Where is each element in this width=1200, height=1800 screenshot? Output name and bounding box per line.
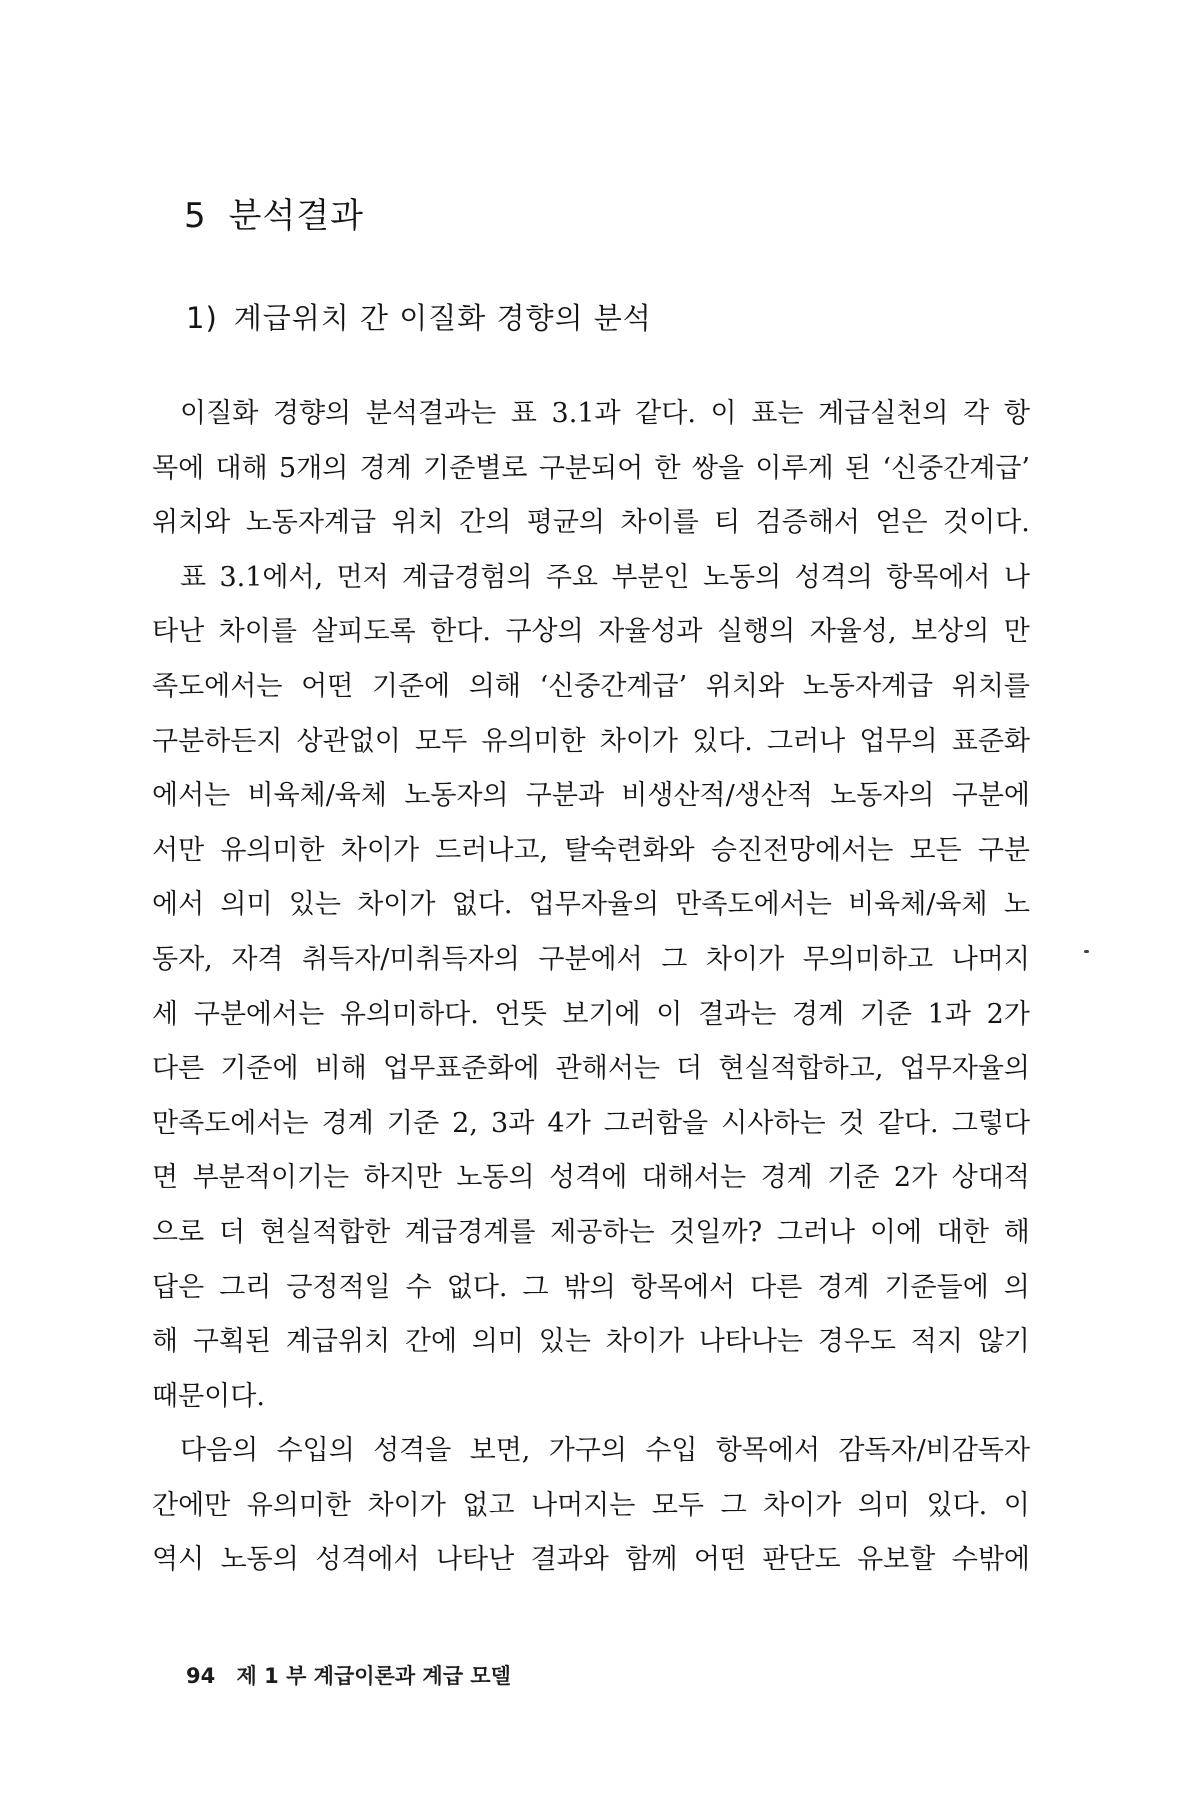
text-line: 다음의 수입의 성격을 보면, 가구의 수입 항목에서 감독자/비감독자	[180, 1435, 1030, 1467]
paragraph	[152, 1424, 1030, 1588]
section-number: 5	[184, 196, 207, 236]
text-line: 이질화 경향의 분석결과는 표 3.1과 같다. 이 표는 계급실천의 각 항	[180, 398, 1030, 429]
text-line: 면 부분적이기는 하지만 노동의 성격에 대해서는 경계 기준 2가 상대적	[152, 1162, 1030, 1194]
section-title: 분석결과	[228, 196, 365, 236]
text-line: 답은 그리 긍정적일 수 없다. 그 밖의 항목에서 다른 경계 기준들에 의	[152, 1271, 1030, 1303]
paragraph	[152, 387, 1030, 551]
section-heading	[184, 188, 364, 237]
text-line: 위치와 노동자계급 위치 간의 평균의 차이를 티 검증해서 얻은 것이다.	[152, 507, 1030, 539]
text-line: 구분하든지 상관없이 모두 유의미한 차이가 있다. 그러나 업무의 표준화	[152, 725, 1030, 757]
text-line: 표 3.1에서, 먼저 계급경험의 주요 부분인 노동의 성격의 항목에서 나	[180, 561, 1030, 593]
text-line: 역시 노동의 성격에서 나타난 결과와 함께 어떤 판단도 유보할 수밖에	[152, 1544, 1030, 1576]
body-text	[152, 387, 1030, 1588]
text-line: 해 구획된 계급위치 간에 의미 있는 차이가 나타나는 경우도 적지 않기	[152, 1326, 1030, 1358]
text-line: 동자, 자격 취득자/미취득자의 구분에서 그 차이가 무의미하고 나머지	[152, 943, 1030, 975]
text-line: 족도에서는 어떤 기준에 의해 ‘신중간계급’ 위치와 노동자계급 위치를	[152, 670, 1030, 702]
text-line: 간에만 유의미한 차이가 없고 나머지는 모두 그 차이가 의미 있다. 이	[152, 1489, 1030, 1521]
text-line: 타난 차이를 살피도록 한다. 구상의 자율성과 실행의 자율성, 보상의 만	[152, 616, 1030, 648]
text-line: 으로 더 현실적합한 계급경계를 제공하는 것일까? 그러나 이에 대한 해	[152, 1216, 1030, 1248]
subsection-heading	[186, 296, 652, 337]
page-number: 94	[186, 1664, 216, 1688]
text-line: 에서 의미 있는 차이가 없다. 업무자율의 만족도에서는 비육체/육체 노	[152, 889, 1030, 921]
text-line: 목에 대해 5개의 경계 기준별로 구분되어 한 쌍을 이루게 된 ‘신중간계급’	[152, 452, 1030, 484]
text-line: 세 구분에서는 유의미하다. 언뜻 보기에 이 결과는 경계 기준 1과 2가	[152, 998, 1030, 1030]
part-label: 제 1 부	[236, 1664, 307, 1688]
page-footer	[186, 1660, 511, 1690]
subsection-title: 계급위치 간 이질화 경향의 분석	[233, 301, 652, 335]
paragraph	[152, 551, 1030, 1425]
text-line: 때문이다.	[152, 1380, 265, 1412]
text-line: 서만 유의미한 차이가 드러나고, 탈숙련화와 승진전망에서는 모든 구분	[152, 834, 1030, 866]
text-line: 에서는 비육체/육체 노동자의 구분과 비생산적/생산적 노동자의 구분에	[152, 780, 1030, 812]
text-line: 만족도에서는 경계 기준 2, 3과 4가 그러함을 시사하는 것 같다. 그렇다	[152, 1107, 1030, 1139]
subsection-number: 1)	[186, 301, 218, 335]
book-part-title: 계급이론과 계급 모델	[313, 1664, 511, 1688]
scan-speck	[1084, 950, 1089, 953]
text-line: 다른 기준에 비해 업무표준화에 관해서는 더 현실적합하고, 업무자율의	[152, 1053, 1030, 1085]
